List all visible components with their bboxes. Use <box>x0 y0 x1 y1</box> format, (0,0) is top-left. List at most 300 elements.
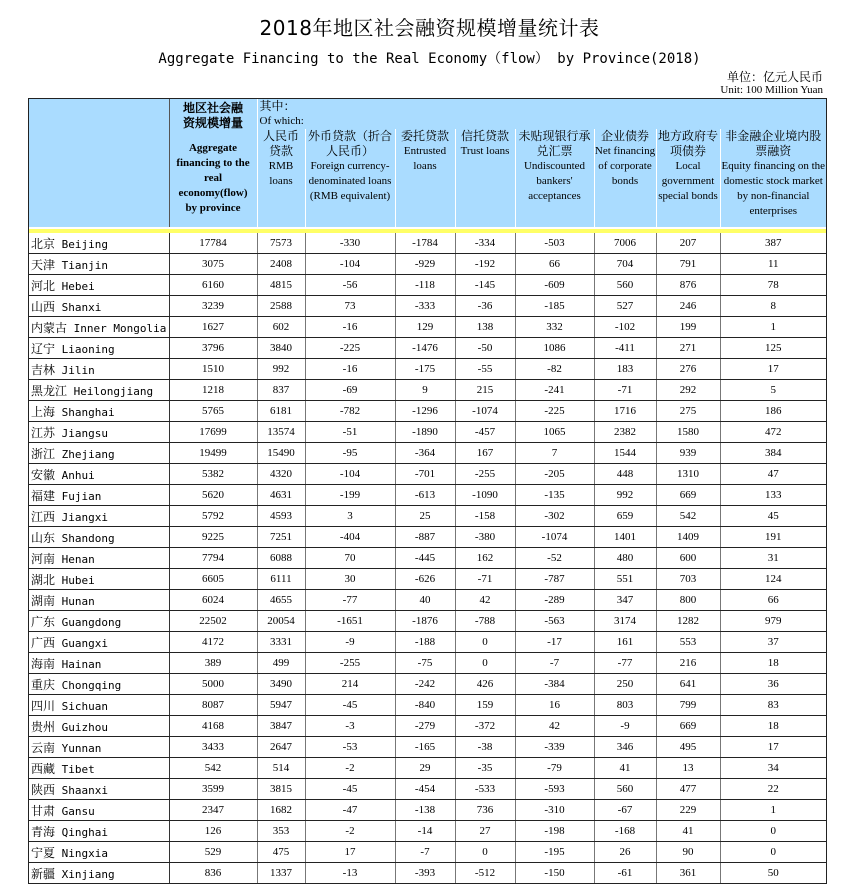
value-cell: 37 <box>720 632 826 653</box>
value-cell: -787 <box>515 569 594 590</box>
province-name-cell <box>29 548 169 569</box>
province-name-en: Shanghai <box>61 405 115 419</box>
value-cell: -404 <box>305 527 395 548</box>
value-cell: -102 <box>594 317 656 338</box>
value-cell: 41 <box>594 758 656 779</box>
value-cell: -71 <box>594 380 656 401</box>
table-row <box>29 296 826 317</box>
table-row <box>29 569 826 590</box>
value-cell: -1890 <box>395 422 455 443</box>
value-cell: -563 <box>515 611 594 632</box>
column-header <box>515 129 594 227</box>
value-cell: 6111 <box>257 569 305 590</box>
value-cell: -929 <box>395 254 455 275</box>
province-name-cell <box>29 653 169 674</box>
value-cell: -788 <box>455 611 515 632</box>
province-name-zh: 北京 <box>31 236 56 251</box>
value-cell: 8 <box>720 296 826 317</box>
province-name-cell <box>29 863 169 884</box>
value-cell: -38 <box>455 737 515 758</box>
province-name-en: Chongqing <box>61 678 122 692</box>
province-name-zh: 广东 <box>31 614 56 629</box>
value-cell: 183 <box>594 359 656 380</box>
table-row <box>29 527 826 548</box>
table-row <box>29 800 826 821</box>
statistics-table <box>29 99 827 884</box>
header-province-cell <box>29 99 169 227</box>
table-row <box>29 590 826 611</box>
value-cell: -887 <box>395 527 455 548</box>
value-cell: 3490 <box>257 674 305 695</box>
value-cell: -1074 <box>515 527 594 548</box>
value-cell: 1409 <box>656 527 720 548</box>
value-cell: 9225 <box>169 527 257 548</box>
value-cell: -242 <box>395 674 455 695</box>
value-cell: -56 <box>305 275 395 296</box>
value-cell: 6605 <box>169 569 257 590</box>
value-cell: 992 <box>594 485 656 506</box>
value-cell: -1876 <box>395 611 455 632</box>
value-cell: 1 <box>720 800 826 821</box>
table-row <box>29 863 826 884</box>
value-cell: -47 <box>305 800 395 821</box>
value-cell: 186 <box>720 401 826 422</box>
value-cell: -67 <box>594 800 656 821</box>
province-name-cell <box>29 338 169 359</box>
province-name-en: Shandong <box>61 531 115 545</box>
value-cell: -364 <box>395 443 455 464</box>
value-cell: 703 <box>656 569 720 590</box>
column-header-en: RMB loans <box>268 160 294 187</box>
value-cell: -225 <box>515 401 594 422</box>
table-row <box>29 758 826 779</box>
province-name-zh: 安徽 <box>31 467 56 482</box>
value-cell: 3796 <box>169 338 257 359</box>
value-cell: -225 <box>305 338 395 359</box>
province-name-cell <box>29 611 169 632</box>
value-cell: -445 <box>395 548 455 569</box>
table-row <box>29 422 826 443</box>
value-cell: -75 <box>395 653 455 674</box>
value-cell: 992 <box>257 359 305 380</box>
value-cell: 1310 <box>656 464 720 485</box>
value-cell: -393 <box>395 863 455 884</box>
value-cell: 1218 <box>169 380 257 401</box>
province-name-cell <box>29 842 169 863</box>
value-cell: -1651 <box>305 611 395 632</box>
value-cell: -9 <box>305 632 395 653</box>
province-name-en: Hunan <box>61 594 95 608</box>
province-name-en: Sichuan <box>61 699 108 713</box>
province-name-en: Guangxi <box>61 636 108 650</box>
value-cell: 29 <box>395 758 455 779</box>
province-name-zh: 甘肃 <box>31 803 56 818</box>
value-cell: 292 <box>656 380 720 401</box>
value-cell: 4593 <box>257 506 305 527</box>
header-aggregate-zh: 地区社会融资规模增量 <box>182 101 243 130</box>
table-row <box>29 485 826 506</box>
value-cell: 90 <box>656 842 720 863</box>
value-cell: 6088 <box>257 548 305 569</box>
value-cell: 800 <box>656 590 720 611</box>
value-cell: -71 <box>455 569 515 590</box>
value-cell: -51 <box>305 422 395 443</box>
value-cell: 560 <box>594 779 656 800</box>
table-row <box>29 716 826 737</box>
table-row <box>29 842 826 863</box>
value-cell: 499 <box>257 653 305 674</box>
value-cell: -77 <box>305 590 395 611</box>
province-name-en: Jiangxi <box>61 510 108 524</box>
value-cell: -35 <box>455 758 515 779</box>
table-row <box>29 611 826 632</box>
value-cell: -1074 <box>455 401 515 422</box>
value-cell: -199 <box>305 485 395 506</box>
province-name-zh: 湖北 <box>31 572 56 587</box>
province-name-cell <box>29 422 169 443</box>
value-cell: -55 <box>455 359 515 380</box>
value-cell: -79 <box>515 758 594 779</box>
value-cell: -104 <box>305 254 395 275</box>
table-row <box>29 359 826 380</box>
column-header-zh: 人民币贷款 <box>262 129 299 158</box>
value-cell: -840 <box>395 695 455 716</box>
value-cell: -609 <box>515 275 594 296</box>
value-cell: -3 <box>305 716 395 737</box>
value-cell: 542 <box>656 506 720 527</box>
province-name-cell <box>29 800 169 821</box>
province-name-zh: 贵州 <box>31 719 56 734</box>
province-name-en: Shaanxi <box>61 783 108 797</box>
value-cell: 669 <box>656 716 720 737</box>
province-name-cell <box>29 590 169 611</box>
value-cell: 13574 <box>257 422 305 443</box>
value-cell: -104 <box>305 464 395 485</box>
province-name-en: Xinjiang <box>61 867 115 881</box>
value-cell: -185 <box>515 296 594 317</box>
value-cell: 25 <box>395 506 455 527</box>
province-name-zh: 新疆 <box>31 866 56 881</box>
column-header <box>594 129 656 227</box>
province-name-zh: 西藏 <box>31 761 56 776</box>
value-cell: 22502 <box>169 611 257 632</box>
value-cell: 799 <box>656 695 720 716</box>
value-cell: 836 <box>169 863 257 884</box>
value-cell: 73 <box>305 296 395 317</box>
value-cell: -339 <box>515 737 594 758</box>
value-cell: -118 <box>395 275 455 296</box>
value-cell: 1627 <box>169 317 257 338</box>
value-cell: 15490 <box>257 443 305 464</box>
province-name-zh: 四川 <box>31 698 56 713</box>
table-row <box>29 317 826 338</box>
province-name-en: Inner Mongolia <box>73 321 167 335</box>
value-cell: 47 <box>720 464 826 485</box>
province-name-zh: 海南 <box>31 656 56 671</box>
header-of-which <box>257 99 826 129</box>
value-cell: 551 <box>594 569 656 590</box>
value-cell: 600 <box>656 548 720 569</box>
value-cell: 480 <box>594 548 656 569</box>
statistics-table-frame <box>28 98 827 884</box>
province-name-en: Gansu <box>61 804 95 818</box>
province-name-zh: 浙江 <box>31 446 56 461</box>
value-cell: 34 <box>720 758 826 779</box>
province-name-cell <box>29 464 169 485</box>
value-cell: 4172 <box>169 632 257 653</box>
province-name-en: Hebei <box>61 279 95 293</box>
province-name-cell <box>29 632 169 653</box>
value-cell: 66 <box>720 590 826 611</box>
value-cell: -2 <box>305 758 395 779</box>
value-cell: 527 <box>594 296 656 317</box>
table-row <box>29 233 826 254</box>
value-cell: 3239 <box>169 296 257 317</box>
column-header-en: Undiscounted bankers' acceptances <box>523 160 586 202</box>
value-cell: 602 <box>257 317 305 338</box>
value-cell: 361 <box>656 863 720 884</box>
value-cell: 7006 <box>594 233 656 254</box>
value-cell: -50 <box>455 338 515 359</box>
header-aggregate-en: Aggregate financing to the real economy(flow) by province <box>176 142 250 214</box>
value-cell: 125 <box>720 338 826 359</box>
value-cell: 30 <box>305 569 395 590</box>
value-cell: 791 <box>656 254 720 275</box>
value-cell: 346 <box>594 737 656 758</box>
value-cell: 6024 <box>169 590 257 611</box>
column-header-en: Equity financing on the domestic stock market by non-financial enterprises <box>721 160 826 217</box>
value-cell: -175 <box>395 359 455 380</box>
province-name-en: Jiangsu <box>61 426 108 440</box>
value-cell: 387 <box>720 233 826 254</box>
value-cell: -14 <box>395 821 455 842</box>
page-subtitle: Aggregate Financing to the Real Economy（flow） by Province(2018) <box>158 51 701 67</box>
province-name-en: Yunnan <box>61 741 102 755</box>
value-cell: 347 <box>594 590 656 611</box>
value-cell: -255 <box>455 464 515 485</box>
table-row <box>29 506 826 527</box>
value-cell: 45 <box>720 506 826 527</box>
value-cell: -302 <box>515 506 594 527</box>
value-cell: -503 <box>515 233 594 254</box>
table-row <box>29 275 826 296</box>
column-header <box>257 129 305 227</box>
value-cell: 17 <box>720 737 826 758</box>
value-cell: 133 <box>720 485 826 506</box>
table-row <box>29 401 826 422</box>
value-cell: 472 <box>720 422 826 443</box>
value-cell: 0 <box>455 653 515 674</box>
value-cell: 1086 <box>515 338 594 359</box>
value-cell: 19499 <box>169 443 257 464</box>
value-cell: -782 <box>305 401 395 422</box>
value-cell: 229 <box>656 800 720 821</box>
header-of-which-en: Of which: <box>259 115 304 127</box>
unit-label-en: Unit: 100 Million Yuan <box>720 84 823 96</box>
value-cell: 4815 <box>257 275 305 296</box>
value-cell: -158 <box>455 506 515 527</box>
province-name-zh: 上海 <box>31 404 56 419</box>
value-cell: 553 <box>656 632 720 653</box>
province-name-zh: 陕西 <box>31 782 56 797</box>
value-cell: 16 <box>515 695 594 716</box>
value-cell: -16 <box>305 359 395 380</box>
value-cell: 271 <box>656 338 720 359</box>
value-cell: -45 <box>305 779 395 800</box>
province-name-cell <box>29 569 169 590</box>
value-cell: -333 <box>395 296 455 317</box>
value-cell: 5000 <box>169 674 257 695</box>
province-name-cell <box>29 254 169 275</box>
value-cell: 20054 <box>257 611 305 632</box>
province-name-zh: 山东 <box>31 530 56 545</box>
value-cell: -1476 <box>395 338 455 359</box>
value-cell: 1716 <box>594 401 656 422</box>
value-cell: 1510 <box>169 359 257 380</box>
value-cell: 803 <box>594 695 656 716</box>
province-name-en: Tibet <box>61 762 95 776</box>
province-name-cell <box>29 695 169 716</box>
table-row <box>29 674 826 695</box>
value-cell: 2588 <box>257 296 305 317</box>
value-cell: -334 <box>455 233 515 254</box>
value-cell: 4631 <box>257 485 305 506</box>
province-name-cell <box>29 758 169 779</box>
value-cell: 18 <box>720 653 826 674</box>
value-cell: 5792 <box>169 506 257 527</box>
province-name-zh: 河北 <box>31 278 56 293</box>
province-name-cell <box>29 380 169 401</box>
value-cell: 161 <box>594 632 656 653</box>
province-name-en: Ningxia <box>61 846 108 860</box>
value-cell: -165 <box>395 737 455 758</box>
value-cell: 659 <box>594 506 656 527</box>
header-aggregate <box>169 99 257 227</box>
value-cell: -241 <box>515 380 594 401</box>
value-cell: -192 <box>455 254 515 275</box>
value-cell: 207 <box>656 233 720 254</box>
column-header-zh: 企业债券 <box>600 129 649 143</box>
province-name-cell <box>29 317 169 338</box>
value-cell: 129 <box>395 317 455 338</box>
province-name-en: Shanxi <box>61 300 102 314</box>
column-header-en: Entrusted loans <box>403 145 447 172</box>
province-name-zh: 云南 <box>31 740 56 755</box>
value-cell: -168 <box>594 821 656 842</box>
column-header <box>395 129 455 227</box>
unit-label-zh: 单位：亿元人民币 <box>726 70 823 84</box>
province-name-zh: 青海 <box>31 824 56 839</box>
value-cell: 1682 <box>257 800 305 821</box>
value-cell: -205 <box>515 464 594 485</box>
province-name-cell <box>29 737 169 758</box>
value-cell: 1282 <box>656 611 720 632</box>
value-cell: 5947 <box>257 695 305 716</box>
value-cell: 31 <box>720 548 826 569</box>
value-cell: 41 <box>656 821 720 842</box>
province-name-en: Zhejiang <box>61 447 115 461</box>
value-cell: 26 <box>594 842 656 863</box>
value-cell: 7251 <box>257 527 305 548</box>
value-cell: 7794 <box>169 548 257 569</box>
value-cell: 426 <box>455 674 515 695</box>
value-cell: 0 <box>455 632 515 653</box>
province-name-en: Guangdong <box>61 615 122 629</box>
value-cell: 542 <box>169 758 257 779</box>
province-name-cell <box>29 275 169 296</box>
column-header-en: Trust loans <box>460 145 510 157</box>
value-cell: -188 <box>395 632 455 653</box>
value-cell: 3847 <box>257 716 305 737</box>
province-name-cell <box>29 821 169 842</box>
value-cell: 250 <box>594 674 656 695</box>
province-name-en: Fujian <box>61 489 102 503</box>
value-cell: 36 <box>720 674 826 695</box>
column-header <box>656 129 720 227</box>
table-row <box>29 779 826 800</box>
column-header-en: Foreign currency-denominated loans (RMB equivalent) <box>308 160 392 202</box>
value-cell: 4655 <box>257 590 305 611</box>
value-cell: 17699 <box>169 422 257 443</box>
value-cell: 4168 <box>169 716 257 737</box>
province-name-en: Anhui <box>61 468 95 482</box>
value-cell: -77 <box>594 653 656 674</box>
table-row <box>29 695 826 716</box>
value-cell: -138 <box>395 800 455 821</box>
value-cell: 384 <box>720 443 826 464</box>
value-cell: 66 <box>515 254 594 275</box>
value-cell: 2647 <box>257 737 305 758</box>
province-name-cell <box>29 296 169 317</box>
value-cell: 475 <box>257 842 305 863</box>
value-cell: 78 <box>720 275 826 296</box>
value-cell: 3840 <box>257 338 305 359</box>
value-cell: 736 <box>455 800 515 821</box>
value-cell: 27 <box>455 821 515 842</box>
value-cell: 276 <box>656 359 720 380</box>
province-name-zh: 宁夏 <box>31 845 56 860</box>
value-cell: -1090 <box>455 485 515 506</box>
value-cell: 477 <box>656 779 720 800</box>
province-name-cell <box>29 359 169 380</box>
value-cell: -36 <box>455 296 515 317</box>
value-cell: -279 <box>395 716 455 737</box>
column-header <box>455 129 515 227</box>
value-cell: 3174 <box>594 611 656 632</box>
value-cell: -1296 <box>395 401 455 422</box>
value-cell: -310 <box>515 800 594 821</box>
table-row <box>29 380 826 401</box>
value-cell: 389 <box>169 653 257 674</box>
province-name-zh: 辽宁 <box>31 341 56 356</box>
value-cell: -198 <box>515 821 594 842</box>
value-cell: 979 <box>720 611 826 632</box>
value-cell: 529 <box>169 842 257 863</box>
value-cell: 7 <box>515 443 594 464</box>
page-title: 2018年地区社会融资规模增量统计表 <box>259 16 600 40</box>
value-cell: 22 <box>720 779 826 800</box>
province-name-zh: 广西 <box>31 635 56 650</box>
province-name-cell <box>29 233 169 254</box>
value-cell: -150 <box>515 863 594 884</box>
value-cell: 1 <box>720 317 826 338</box>
province-name-cell <box>29 674 169 695</box>
value-cell: -16 <box>305 317 395 338</box>
value-cell: 4320 <box>257 464 305 485</box>
column-header-en: Net financing of corporate bonds <box>594 145 656 187</box>
value-cell: -7 <box>395 842 455 863</box>
table-body <box>29 233 826 884</box>
